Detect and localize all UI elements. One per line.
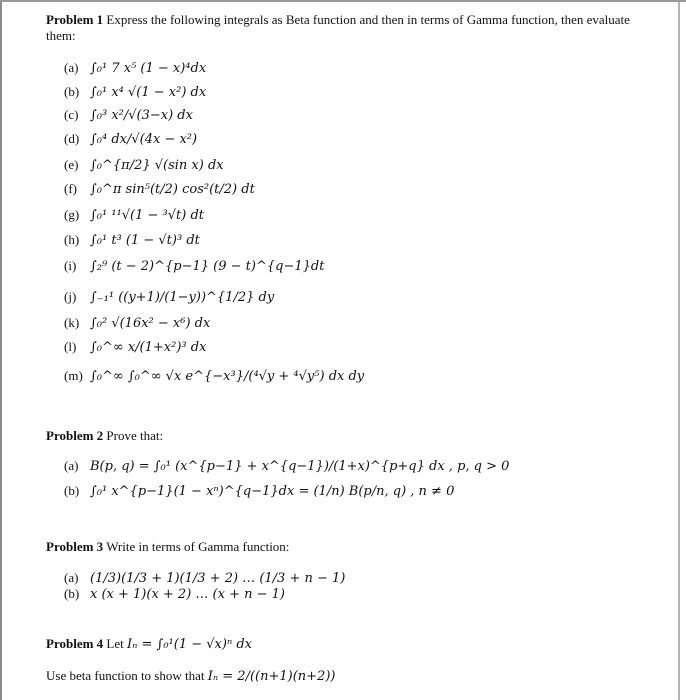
- problem1-title: Problem 1: [46, 12, 104, 27]
- problem3-item: [64, 586, 285, 602]
- problem1-item: [64, 107, 193, 123]
- problem1-item-label: (k): [64, 315, 80, 330]
- problem1-item: [64, 181, 255, 197]
- problem2-item-label: (b): [64, 483, 80, 498]
- problem1-item-label: (d): [64, 131, 80, 146]
- problem4-definition: Iₙ = ∫₀¹(1 − √x)ⁿ dx: [127, 637, 252, 652]
- right-border: [678, 0, 680, 700]
- problem1-item-expression: ∫₀⁴ dx/√(4x − x²): [90, 132, 198, 147]
- top-border: [0, 0, 686, 2]
- problem1-item: [64, 368, 364, 384]
- problem1-item: [64, 84, 206, 100]
- left-border: [0, 0, 2, 700]
- problem1-item-label: (h): [64, 232, 80, 247]
- problem1-item-expression: ∫₀^∞ ∫₀^∞ √x e^{−x³}/(⁴√y + ⁴√y⁵) dx dy: [90, 369, 365, 384]
- problem1-item-label: (e): [64, 157, 79, 172]
- problem3-item-label: (b): [64, 586, 80, 601]
- problem3-item-expression: x (x + 1)(x + 2) … (x + n − 1): [90, 587, 285, 602]
- problem4-statement: Use beta function to show that: [46, 668, 205, 683]
- problem3-heading: [46, 539, 289, 555]
- problem1-item-expression: ∫₀¹ ¹¹√(1 − ³√t) dt: [90, 208, 205, 223]
- problem1-item: [64, 60, 206, 76]
- problem1-item-label: (i): [64, 258, 77, 273]
- problem3-intro: Write in terms of Gamma function:: [106, 539, 290, 554]
- problem1-item-expression: ∫₀^π sin⁵(t/2) cos²(t/2) dt: [90, 182, 255, 197]
- problem1-item: [64, 207, 204, 223]
- problem1-item-label: (m): [64, 368, 83, 383]
- problem2-title: Problem 2: [46, 428, 104, 443]
- problem1-item-expression: ∫₋₁¹ ((y+1)/(1−y))^{1/2} dy: [90, 290, 275, 305]
- problem1-item-expression: ∫₀^{π/2} √(sin x) dx: [90, 158, 224, 173]
- problem3-item-label: (a): [64, 570, 79, 585]
- problem1-item: [64, 157, 224, 173]
- problem1-item-expression: ∫₀¹ 7 x⁵ (1 − x)⁴dx: [90, 61, 207, 76]
- problem3-title: Problem 3: [46, 539, 104, 554]
- problem2-item: [64, 458, 509, 474]
- problem4-heading: [46, 636, 252, 653]
- problem1-item-expression: ∫₀^∞ x/(1+x²)³ dx: [90, 340, 207, 355]
- problem1-item-label: (b): [64, 84, 80, 99]
- problem1-item: [64, 289, 274, 305]
- problem1-item: [64, 339, 206, 355]
- problem1-item-label: (f): [64, 181, 77, 196]
- problem1-heading: [46, 12, 630, 28]
- problem4-title: Problem 4: [46, 636, 104, 651]
- problem1-item: [64, 258, 324, 274]
- problem2-item-label: (a): [64, 458, 79, 473]
- problem2-intro: Prove that:: [106, 428, 164, 443]
- problem1-intro-cont: them:: [46, 28, 76, 43]
- problem2-item-expression: B(p, q) = ∫₀¹ (x^{p−1} + x^{q−1})/(1+x)^{p+q} dx , p, q > 0: [90, 459, 510, 474]
- problem1-item-expression: ∫₀² √(16x² − x⁶) dx: [90, 316, 211, 331]
- problem4-result: Iₙ = 2/((n+1)(n+2)): [207, 669, 336, 684]
- problem2-item: [64, 483, 454, 499]
- problem4-statement-line: [46, 668, 335, 685]
- problem1-item-expression: ∫₀¹ t³ (1 − √t)³ dt: [90, 233, 200, 248]
- problem2-item-expression: ∫₀¹ x^{p−1}(1 − xⁿ)^{q−1}dx = (1/n) B(p/n, q) , n ≠ 0: [90, 484, 455, 499]
- problem1-item: [64, 232, 200, 248]
- problem1-item-label: (g): [64, 207, 80, 222]
- problem1-item-expression: ∫₂⁹ (t − 2)^{p−1} (9 − t)^{q−1}dt: [90, 259, 325, 274]
- problem1-intro: Express the following integrals as Beta function and then in terms of Gamma function, then evaluate: [106, 12, 630, 27]
- problem3-item-expression: (1/3)(1/3 + 1)(1/3 + 2) … (1/3 + n − 1): [90, 571, 346, 586]
- problem1-item-label: (l): [64, 339, 77, 354]
- problem1-item-label: (a): [64, 60, 79, 75]
- problem1-item-expression: ∫₀¹ x⁴ √(1 − x²) dx: [90, 85, 207, 100]
- problem3-item: [64, 570, 345, 586]
- problem1-item: [64, 315, 210, 331]
- problem2-heading: [46, 428, 163, 444]
- problem4-intro: Let: [106, 636, 124, 651]
- problem1-item-expression: ∫₀³ x²/√(3−x) dx: [90, 108, 193, 123]
- problem1-item-label: (c): [64, 107, 79, 122]
- problem1-item: [64, 131, 197, 147]
- problem1-item-label: (j): [64, 289, 77, 304]
